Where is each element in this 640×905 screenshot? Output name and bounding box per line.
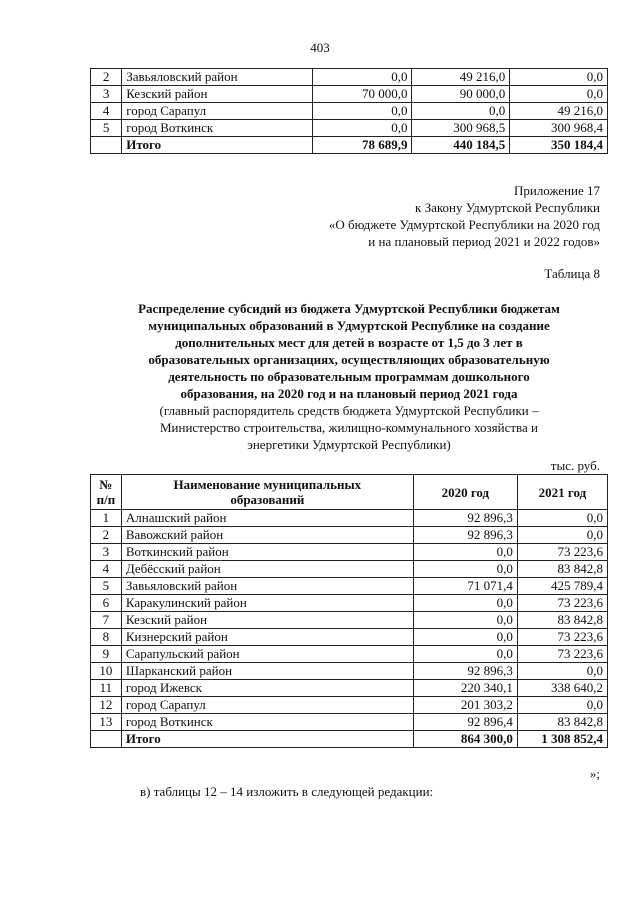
row-num: 4 [91,561,122,578]
row-value: 83 842,8 [517,714,607,731]
subsidy-table [90,474,608,748]
row-value: 49 216,0 [412,69,510,86]
top-table [90,68,608,154]
row-name: Кезский район [122,86,312,103]
table-row [91,714,608,731]
units-label: тыс. руб. [550,458,600,473]
table-row [91,527,608,544]
row-value: 0,0 [413,646,517,663]
total-value: 350 184,4 [510,137,608,154]
table-row [91,561,608,578]
row-value: 0,0 [413,561,517,578]
total-row [91,137,608,154]
row-num: 6 [91,595,122,612]
row-name: Вавожский район [121,527,413,544]
row-name: город Ижевск [121,680,413,697]
row-value: 300 968,5 [412,120,510,137]
row-num: 9 [91,646,122,663]
row-num: 4 [91,103,122,120]
table-row [91,595,608,612]
row-value: 0,0 [510,69,608,86]
title-line: образования, на 2020 год и на плановый период 2021 года [180,386,518,401]
row-num: 13 [91,714,122,731]
table-row [91,578,608,595]
total-value: 440 184,5 [412,137,510,154]
appendix-line: «О бюджете Удмуртской Республики на 2020 год [328,217,600,232]
page-number: 403 [310,40,330,55]
row-value: 0,0 [517,663,607,680]
row-name: Завьяловский район [122,69,312,86]
row-value: 92 896,4 [413,714,517,731]
row-name: Каракулинский район [121,595,413,612]
row-value: 92 896,3 [413,663,517,680]
appendix-header [329,182,600,250]
row-value: 49 216,0 [510,103,608,120]
table-label: Таблица 8 [544,266,600,281]
row-name: Воткинский район [121,544,413,561]
row-value: 220 340,1 [413,680,517,697]
appendix-line: и на плановый период 2021 и 2022 годов» [368,234,600,249]
empty-cell [91,137,122,154]
row-name: город Сарапул [121,697,413,714]
row-name: город Воткинск [121,714,413,731]
row-value: 0,0 [413,612,517,629]
row-name: Шарканский район [121,663,413,680]
table-row [91,103,608,120]
empty-cell [91,731,122,748]
table-row [91,86,608,103]
amendment-note: в) таблицы 12 – 14 изложить в следующей редакции: [140,784,434,799]
header-text: Наименование муниципальных [173,477,362,492]
header-name [121,475,413,510]
row-value: 92 896,3 [413,510,517,527]
row-value: 0,0 [517,510,607,527]
row-value: 70 000,0 [312,86,412,103]
row-value: 201 303,2 [413,697,517,714]
row-value: 0,0 [312,103,412,120]
row-num: 7 [91,612,122,629]
header-text: № [99,477,113,492]
row-value: 338 640,2 [517,680,607,697]
title-line: муниципальных образований в Удмуртской Республике на создание [148,318,550,333]
row-value: 73 223,6 [517,646,607,663]
row-num: 10 [91,663,122,680]
table-row [91,697,608,714]
row-value: 92 896,3 [413,527,517,544]
header-year-2020: 2020 год [413,475,517,510]
row-num: 5 [91,120,122,137]
row-name: Кизнерский район [121,629,413,646]
document-subtitle [90,402,608,453]
row-value: 0,0 [517,527,607,544]
row-value: 425 789,4 [517,578,607,595]
total-value: 864 300,0 [413,731,517,748]
row-value: 83 842,8 [517,612,607,629]
title-line: дополнительных мест для детей в возрасте от 1,5 до 3 лет в [175,335,523,350]
total-label: Итого [121,731,413,748]
row-value: 0,0 [312,69,412,86]
total-value: 78 689,9 [312,137,412,154]
row-num: 1 [91,510,122,527]
row-value: 0,0 [412,103,510,120]
row-value: 0,0 [413,595,517,612]
subtitle-line: (главный распорядитель средств бюджета Удмуртской Республики – [159,403,539,418]
table-row [91,646,608,663]
document-title [90,300,608,402]
table-row [91,510,608,527]
row-value: 0,0 [510,86,608,103]
table-row [91,629,608,646]
closing-quote: »; [589,766,600,781]
row-value: 300 968,4 [510,120,608,137]
title-line: деятельность по образовательным программам дошкольного [168,369,530,384]
row-value: 0,0 [413,629,517,646]
table-row [91,612,608,629]
table-header-row [91,475,608,510]
total-value: 1 308 852,4 [517,731,607,748]
row-value: 0,0 [312,120,412,137]
row-value: 73 223,6 [517,629,607,646]
table-row [91,544,608,561]
row-num: 12 [91,697,122,714]
row-num: 3 [91,86,122,103]
appendix-line: к Закону Удмуртской Республики [415,200,600,215]
row-num: 3 [91,544,122,561]
subtitle-line: Министерство строительства, жилищно-коммунального хозяйства и [159,420,538,435]
row-name: город Воткинск [122,120,312,137]
title-line: образовательных организациях, осуществляющих образовательную [148,352,550,367]
row-name: Дебёсский район [121,561,413,578]
subtitle-line: энергетики Удмуртской Республики) [247,437,451,452]
row-num: 2 [91,69,122,86]
table-row [91,69,608,86]
row-value: 90 000,0 [412,86,510,103]
row-name: Завьяловский район [121,578,413,595]
table-row [91,663,608,680]
total-label: Итого [122,137,312,154]
row-num: 5 [91,578,122,595]
row-value: 71 071,4 [413,578,517,595]
table-row [91,120,608,137]
row-num: 2 [91,527,122,544]
title-line: Распределение субсидий из бюджета Удмуртской Республики бюджетам [138,301,560,316]
total-row [91,731,608,748]
header-text: образований [230,492,305,507]
row-value: 0,0 [517,697,607,714]
row-value: 0,0 [413,544,517,561]
row-num: 11 [91,680,122,697]
row-value: 73 223,6 [517,595,607,612]
row-num: 8 [91,629,122,646]
row-name: Алнашский район [121,510,413,527]
row-value: 83 842,8 [517,561,607,578]
row-name: Кезский район [121,612,413,629]
row-name: Сарапульский район [121,646,413,663]
header-year-2021: 2021 год [517,475,607,510]
row-value: 73 223,6 [517,544,607,561]
row-name: город Сарапул [122,103,312,120]
header-text: п/п [96,492,116,507]
table-row [91,680,608,697]
header-num [91,475,122,510]
appendix-line: Приложение 17 [513,183,600,198]
